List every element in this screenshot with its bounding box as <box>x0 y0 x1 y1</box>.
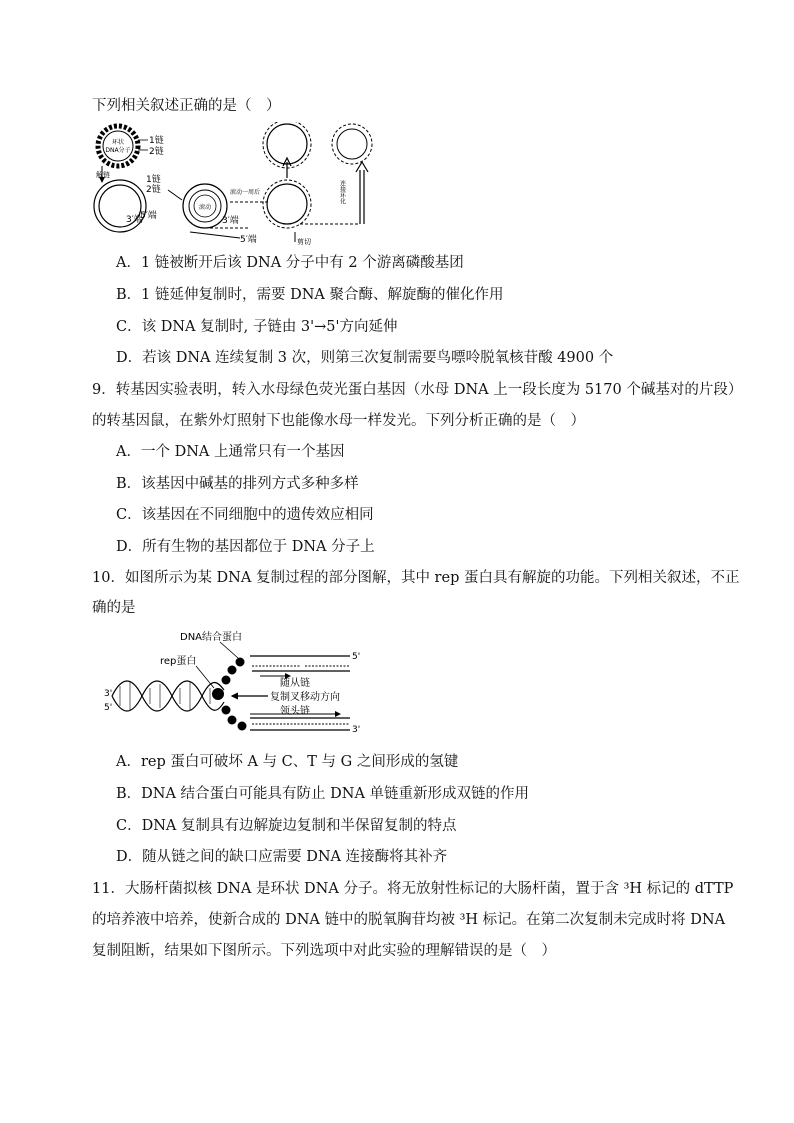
label-cut: 剪切 <box>297 238 311 246</box>
q8-rolling-circle-figure <box>90 122 390 248</box>
q9-option-b: B．该基因中碱基的排列方式多种多样 <box>116 476 359 492</box>
q8-stem: 下列相关叙述正确的是（ ） <box>92 98 281 114</box>
q9-option-a: A．一个 DNA 上通常只有一个基因 <box>116 444 345 460</box>
label-chain1b: 1链 <box>146 175 161 185</box>
q8-option-d: D．若该 DNA 连续复制 3 次，则第三次复制需要鸟嘌呤脱氧核苷酸 4900 个 <box>116 350 614 366</box>
label-circ-dna: 环状 <box>111 139 125 146</box>
q10-option-d: D．随从链之间的缺口应需要 DNA 连接酶将其补齐 <box>116 849 448 865</box>
label-3-left: 3' <box>104 689 113 699</box>
q9-stem-line2: 的转基因鼠，在紫外灯照射下也能像水母一样发光。下列分析正确的是（ ） <box>92 413 585 429</box>
q10-option-b: B．DNA 结合蛋白可能具有防止 DNA 单链重新形成双链的作用 <box>116 786 530 802</box>
label-3end-a: 3′端 <box>126 215 143 225</box>
label-3end-b: 3′端 <box>222 216 239 226</box>
q9-stem-line1: 9．转基因实验表明，转入水母绿色荧光蛋白基因（水母 DNA 上一段长度为 5170 个碱基对的片段） <box>92 382 743 398</box>
q11-stem-line1: 11．大肠杆菌拟核 DNA 是环状 DNA 分子。将无放射性标记的大肠杆菌，置于含 ³H 标记的 dTTP <box>92 881 734 897</box>
label-leading-strand: 领头链 <box>280 706 310 717</box>
label-chain2b: 2链 <box>146 185 161 195</box>
label-cyclize: 连接环化 <box>338 180 346 204</box>
label-circ-dna2: DNA分子 <box>105 147 131 154</box>
label-chain1: 1链 <box>149 136 164 146</box>
label-5end-b: 5′端 <box>240 235 257 245</box>
q8-option-c: C．该 DNA 复制时, 子链由 3'→5'方向延伸 <box>116 319 398 335</box>
q10-stem-line2: 确的是 <box>92 600 136 616</box>
q8-option-a: A．1 链被断开后该 DNA 分子中有 2 个游离磷酸基团 <box>116 255 464 271</box>
q10-option-c: C．DNA 复制具有边解旋边复制和半保留复制的特点 <box>116 818 457 834</box>
q10-option-a: A．rep 蛋白可破坏 A 与 C、T 与 G 之间形成的氢键 <box>116 754 459 770</box>
label-chain2: 2链 <box>149 147 164 157</box>
label-5-left: 5' <box>104 703 113 713</box>
q10-replication-fork-figure <box>100 626 370 740</box>
q11-stem-line3: 复制阻断，结果如下图所示。下列选项中对此实验的理解错误的是（ ） <box>92 943 556 959</box>
label-rolling: 滚动 <box>198 204 212 211</box>
q11-stem-line2: 的培养液中培养，使新合成的 DNA 链中的脱氧胸苷均被 ³H 标记。在第二次复制未完成时将 DNA <box>92 912 726 928</box>
label-binding-protein: DNA结合蛋白 <box>180 632 243 643</box>
circular-dna <box>98 126 138 166</box>
q8-option-b: B．1 链延伸复制时，需要 DNA 聚合酶、解旋酶的催化作用 <box>116 287 504 303</box>
label-5-top: 5' <box>352 652 361 662</box>
label-unwind: 解链 <box>96 171 110 179</box>
label-roll-after: 滚动一周后 <box>230 189 261 196</box>
label-fork-direction: 复制叉移动方向 <box>270 692 340 703</box>
q9-option-c: C．该基因在不同细胞中的遗传效应相同 <box>116 507 374 523</box>
q10-stem-line1: 10．如图所示为某 DNA 复制过程的部分图解，其中 rep 蛋白具有解旋的功能。下列相关叙述，不正 <box>92 570 740 586</box>
label-3-bottom: 3' <box>352 725 361 735</box>
label-rep-protein: rep蛋白 <box>160 656 197 667</box>
q9-option-d: D．所有生物的基因都位于 DNA 分子上 <box>116 539 375 555</box>
label-5end-a: 5′端 <box>140 211 157 221</box>
label-lagging-strand: 随从链 <box>280 678 310 689</box>
